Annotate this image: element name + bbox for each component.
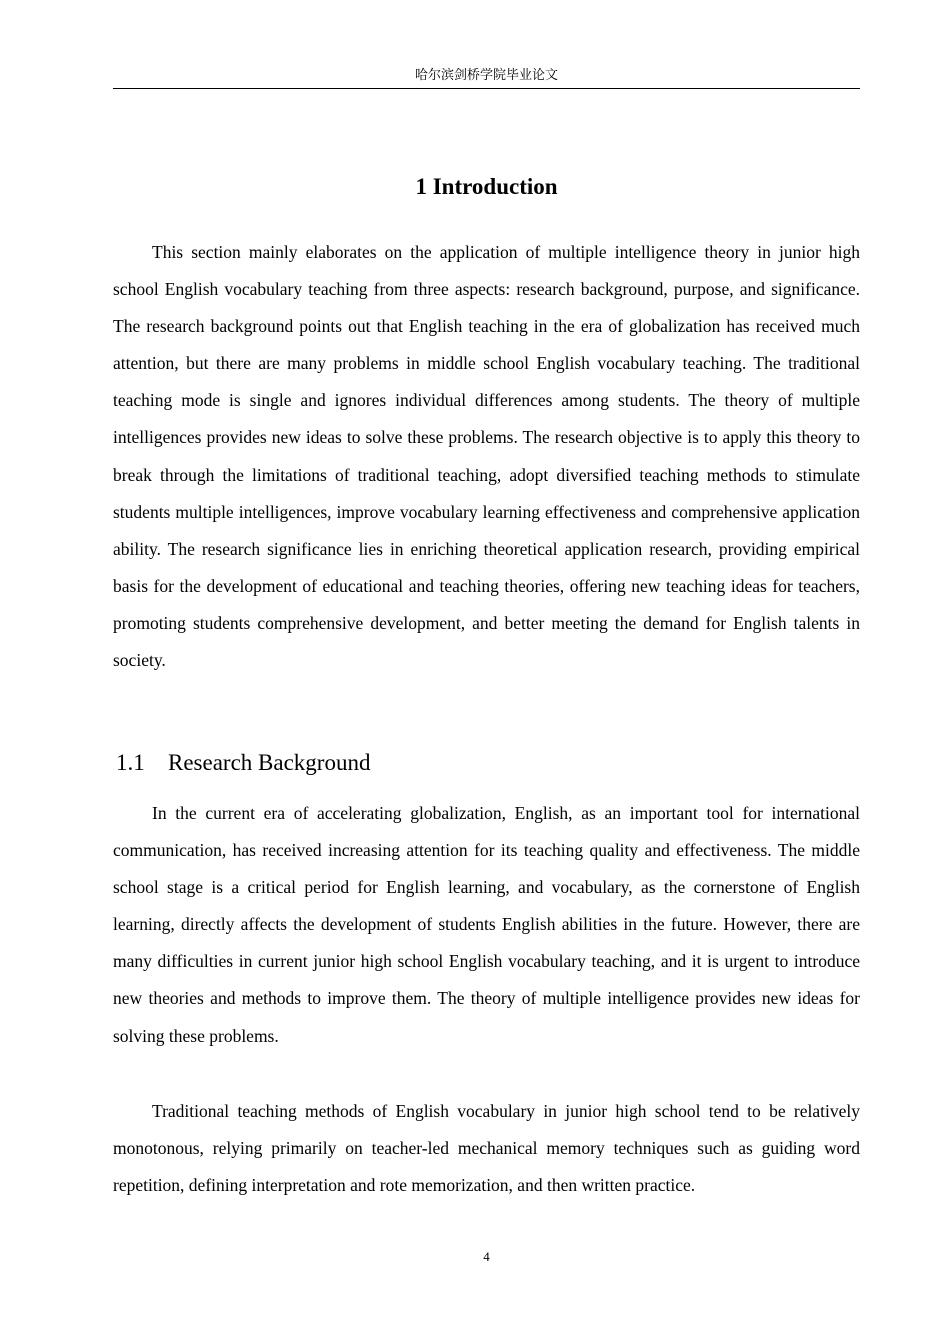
section-number: 1.1 [116, 750, 145, 775]
page-number: 4 [483, 1249, 490, 1264]
page-header: 哈尔滨剑桥学院毕业论文 [113, 66, 860, 89]
body-paragraph: In the current era of accelerating globalization, English, as an important tool for international communication, has received increasing attention for its teaching quality and effectiveness. The middle school stage is a critical period for English learning, and vocabulary, as the cornerstone of English learning, directly affects the development of students English abilities in the future. However, there are many difficulties in current junior high school English vocabulary teaching, and it is urgent to introduce new theories and methods to improve them. The theory of multiple intelligence provides new ideas for solving these problems. [113, 803, 860, 1046]
chapter-title: 1 Introduction [415, 174, 558, 199]
body-paragraph: Traditional teaching methods of English vocabulary in junior high school tend to be relatively monotonous, relying primarily on teacher-led mechanical memory techniques such as guiding word repetition, defining interpretation and rote memorization, and then written practice. [113, 1101, 860, 1196]
intro-paragraph: This section mainly elaborates on the application of multiple intelligence theory in junior high school English vocabulary teaching from three aspects: research background, purpose, and significance. The research background points out that English teaching in the era of globalization has received much attention, but there are many problems in middle school English vocabulary teaching. The traditional teaching mode is single and ignores individual differences among students. The theory of multiple intelligences provides new ideas to solve these problems. The research objective is to apply this theory to break through the limitations of traditional teaching, adopt diversified teaching methods to stimulate students multiple intelligences, improve vocabulary learning effectiveness and comprehensive application ability. The research significance lies in enriching theoretical application research, providing empirical basis for the development of educational and teaching theories, offering new teaching ideas for teachers, promoting students comprehensive development, and better meeting the demand for English talents in society. [113, 242, 860, 671]
section-title: Research Background [168, 750, 371, 775]
section-heading [116, 746, 370, 780]
